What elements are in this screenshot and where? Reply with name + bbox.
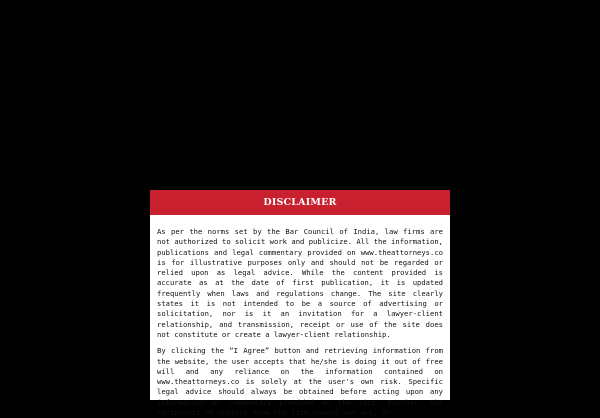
modal-title: DISCLAIMER xyxy=(263,197,337,208)
disclaimer-modal xyxy=(150,190,450,418)
disclaimer-paragraph: By clicking the “I Agree” button and retrieving information from the website, the user accepts that he/she is doing it out of free will and any reliance on the information contained on www.theattorneys.co is solely at the user's own risk. Specific legal advice should always be obtained before acting upon any information or commentary provided on the site. Further, the recipients of content from the site should not act, or xyxy=(157,346,443,418)
disclaimer-paragraph: As per the norms set by the Bar Council of India, law firms are not authorized to solicit work and publicize. All the information, publications and legal commentary provided on www.theattorneys.co is for illustrative purposes only and should not be regarded or relied upon as legal advice. While the content provided is accurate as at the date of first publication, it is updated frequently when laws and regulations change. The site clearly states it is not intended to be a source of advertising or solicitation, nor is it an invitation for a lawyer-client relationship, and transmission, receipt or use of the site does not constitute or create a lawyer-client relationship. xyxy=(157,227,443,339)
modal-header xyxy=(150,190,450,215)
modal-body xyxy=(150,215,450,418)
